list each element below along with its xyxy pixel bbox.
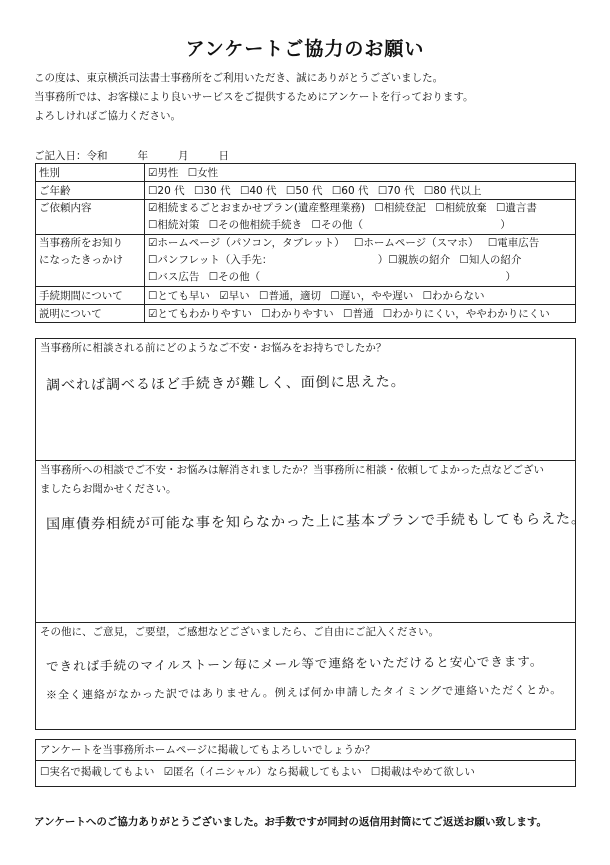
checkbox-female[interactable]: ☐女性: [187, 167, 219, 179]
date-month: 月: [178, 150, 189, 162]
checkbox-very-fast[interactable]: ☐とても早い: [148, 290, 210, 302]
row-source: [36, 235, 576, 287]
checkbox-slow[interactable]: ☐遅い，やや遅い: [330, 290, 414, 302]
survey-form-table: [35, 163, 576, 323]
checkbox-real-name[interactable]: ☐実名で掲載してもよい: [40, 766, 155, 778]
label-source-line2: になったきっかけ: [39, 254, 123, 266]
checkbox-pamphlet[interactable]: ☐パンフレット（入手先：: [148, 254, 273, 266]
question-resolved-line2: ましたらお聞かせください。: [40, 483, 177, 495]
options-gender: [145, 164, 576, 182]
row-period: [36, 287, 576, 305]
options-age: [145, 182, 576, 200]
question-resolved-box: [35, 460, 587, 624]
date-year: 年: [137, 150, 148, 162]
date-label: ご記入日：令和: [34, 150, 108, 162]
options-source: [145, 235, 576, 287]
checkbox-train-ad[interactable]: ☐電車広告: [487, 237, 540, 249]
footer-thanks: アンケートへのご協力ありがとうございました。お手数ですが同封の返信用封筒にてご返送お願い致します。: [34, 816, 548, 828]
checkbox-homepage-phone[interactable]: ☐ホームページ（スマホ）: [353, 237, 479, 249]
intro-line: 当事務所では、お客様により良いサービスをご提供するためにアンケートを行っております。: [34, 91, 474, 103]
question-comments: その他に、ご意見，ご要望，ご感想などございましたら、ご自由にご記入ください。: [40, 626, 439, 638]
checkbox-clear[interactable]: ☐わかりやすい: [261, 308, 334, 320]
checkbox-other-procedures[interactable]: ☐その他相続手続き: [208, 219, 303, 231]
checkbox-age-40[interactable]: ☐40 代: [239, 185, 277, 197]
question-concerns-box: [35, 338, 576, 470]
answer-resolved[interactable]: 国庫債券相続が可能な事を知らなかった上に基本プランで手続もしてもらえた。: [45, 511, 587, 533]
options-request: [145, 200, 576, 235]
checkbox-age-80[interactable]: ☐80 代以上: [423, 185, 482, 197]
checkbox-age-50[interactable]: ☐50 代: [285, 185, 323, 197]
label-age: ご年齢: [36, 182, 145, 200]
checkbox-friend-referral[interactable]: ☐知人の紹介: [459, 254, 522, 266]
checkbox-age-60[interactable]: ☐60 代: [331, 185, 369, 197]
checkbox-full-plan[interactable]: ☑相続まるごとおまかせプラン(遺産整理業務): [148, 202, 366, 214]
checkbox-age-30[interactable]: ☐30 代: [193, 185, 231, 197]
survey-title: アンケートご協力のお願い: [185, 38, 425, 60]
options-publish: [36, 761, 575, 782]
paren-close: ）: [505, 271, 517, 283]
options-explain: [145, 305, 576, 323]
answer-concerns[interactable]: 調べれば調べるほど手続きが難しく、面倒に思えた。: [45, 373, 406, 394]
checkbox-bus-ad[interactable]: ☐バス広告: [148, 271, 200, 283]
checkbox-inheritance-planning[interactable]: ☐相続対策: [148, 219, 200, 231]
options-period: [145, 287, 576, 305]
label-request-text: ご依頼内容: [39, 202, 92, 214]
checkbox-unknown[interactable]: ☐わからない: [422, 290, 485, 302]
checkbox-will[interactable]: ☐遺言書: [495, 202, 537, 214]
checkbox-fast[interactable]: ☑早い: [219, 290, 250, 302]
question-publish: アンケートを当事務所ホームページに掲載してもよろしいでしょうか？: [36, 740, 575, 761]
date-day: 日: [218, 150, 229, 162]
checkbox-age-20[interactable]: ☐20 代: [148, 185, 185, 197]
checkbox-age-70[interactable]: ☐70 代: [377, 185, 415, 197]
answer-comments-line2[interactable]: ※全く連絡がなかった訳ではありません。例えば何か申請したタイミングで連絡いただくとか。: [45, 683, 563, 702]
checkbox-male[interactable]: ☑男性: [148, 167, 179, 179]
question-resolved-line1: 当事務所への相談でご不安・お悩みは解消されましたか？当事務所に相談・依頼してよかった点などござい: [40, 464, 544, 476]
checkbox-very-clear[interactable]: ☑とてもわかりやすい: [148, 308, 252, 320]
checkbox-explain-normal[interactable]: ☐普通: [343, 308, 374, 320]
row-age: [36, 182, 576, 200]
checkbox-family-referral[interactable]: ）☐親族の紹介: [377, 254, 451, 266]
question-comments-box: [35, 622, 576, 730]
answer-comments-line1[interactable]: できれば手続のマイルストーン毎にメール等で連絡をいただけると安心できます。: [45, 653, 544, 674]
checkbox-request-other[interactable]: ☐その他（: [311, 219, 363, 231]
row-explain: [36, 305, 576, 323]
checkbox-source-other[interactable]: ☐その他（: [208, 271, 261, 283]
entry-date: [34, 148, 229, 163]
label-source-line1: 当事務所をお知り: [39, 237, 123, 249]
checkbox-anonymous[interactable]: ☑匿名（イニシャル）なら掲載してもよい: [163, 766, 362, 778]
question-concerns: 当事務所に相談される前にどのようなご不安・お悩みをお持ちでしたか？: [40, 342, 387, 354]
checkbox-unclear[interactable]: ☐わかりにくい，ややわかりにくい: [382, 308, 550, 320]
checkbox-homepage-pc[interactable]: ☑ホームページ（パソコン，タブレット）: [148, 237, 345, 249]
label-gender: 性別: [36, 164, 145, 182]
label-explain: 説明について: [36, 305, 145, 323]
checkbox-inheritance-registration[interactable]: ☐相続登記: [374, 202, 426, 214]
intro-line: この度は、東京横浜司法書士事務所をご利用いただき、誠にありがとうございました。: [34, 72, 444, 84]
row-gender: [36, 164, 576, 182]
intro-line: よろしければご協力ください。: [34, 110, 181, 122]
intro-text: [34, 69, 474, 126]
label-request: [36, 200, 145, 235]
checkbox-renunciation[interactable]: ☐相続放棄: [435, 202, 487, 214]
checkbox-normal[interactable]: ☐普通，適切: [259, 290, 321, 302]
label-period: 手続期間について: [36, 287, 145, 305]
paren-close: ）: [500, 219, 511, 231]
label-source: [36, 235, 145, 287]
row-request: [36, 200, 576, 235]
checkbox-no-publish[interactable]: ☐掲載はやめて欲しい: [370, 766, 475, 778]
publish-consent-box: [35, 739, 576, 787]
